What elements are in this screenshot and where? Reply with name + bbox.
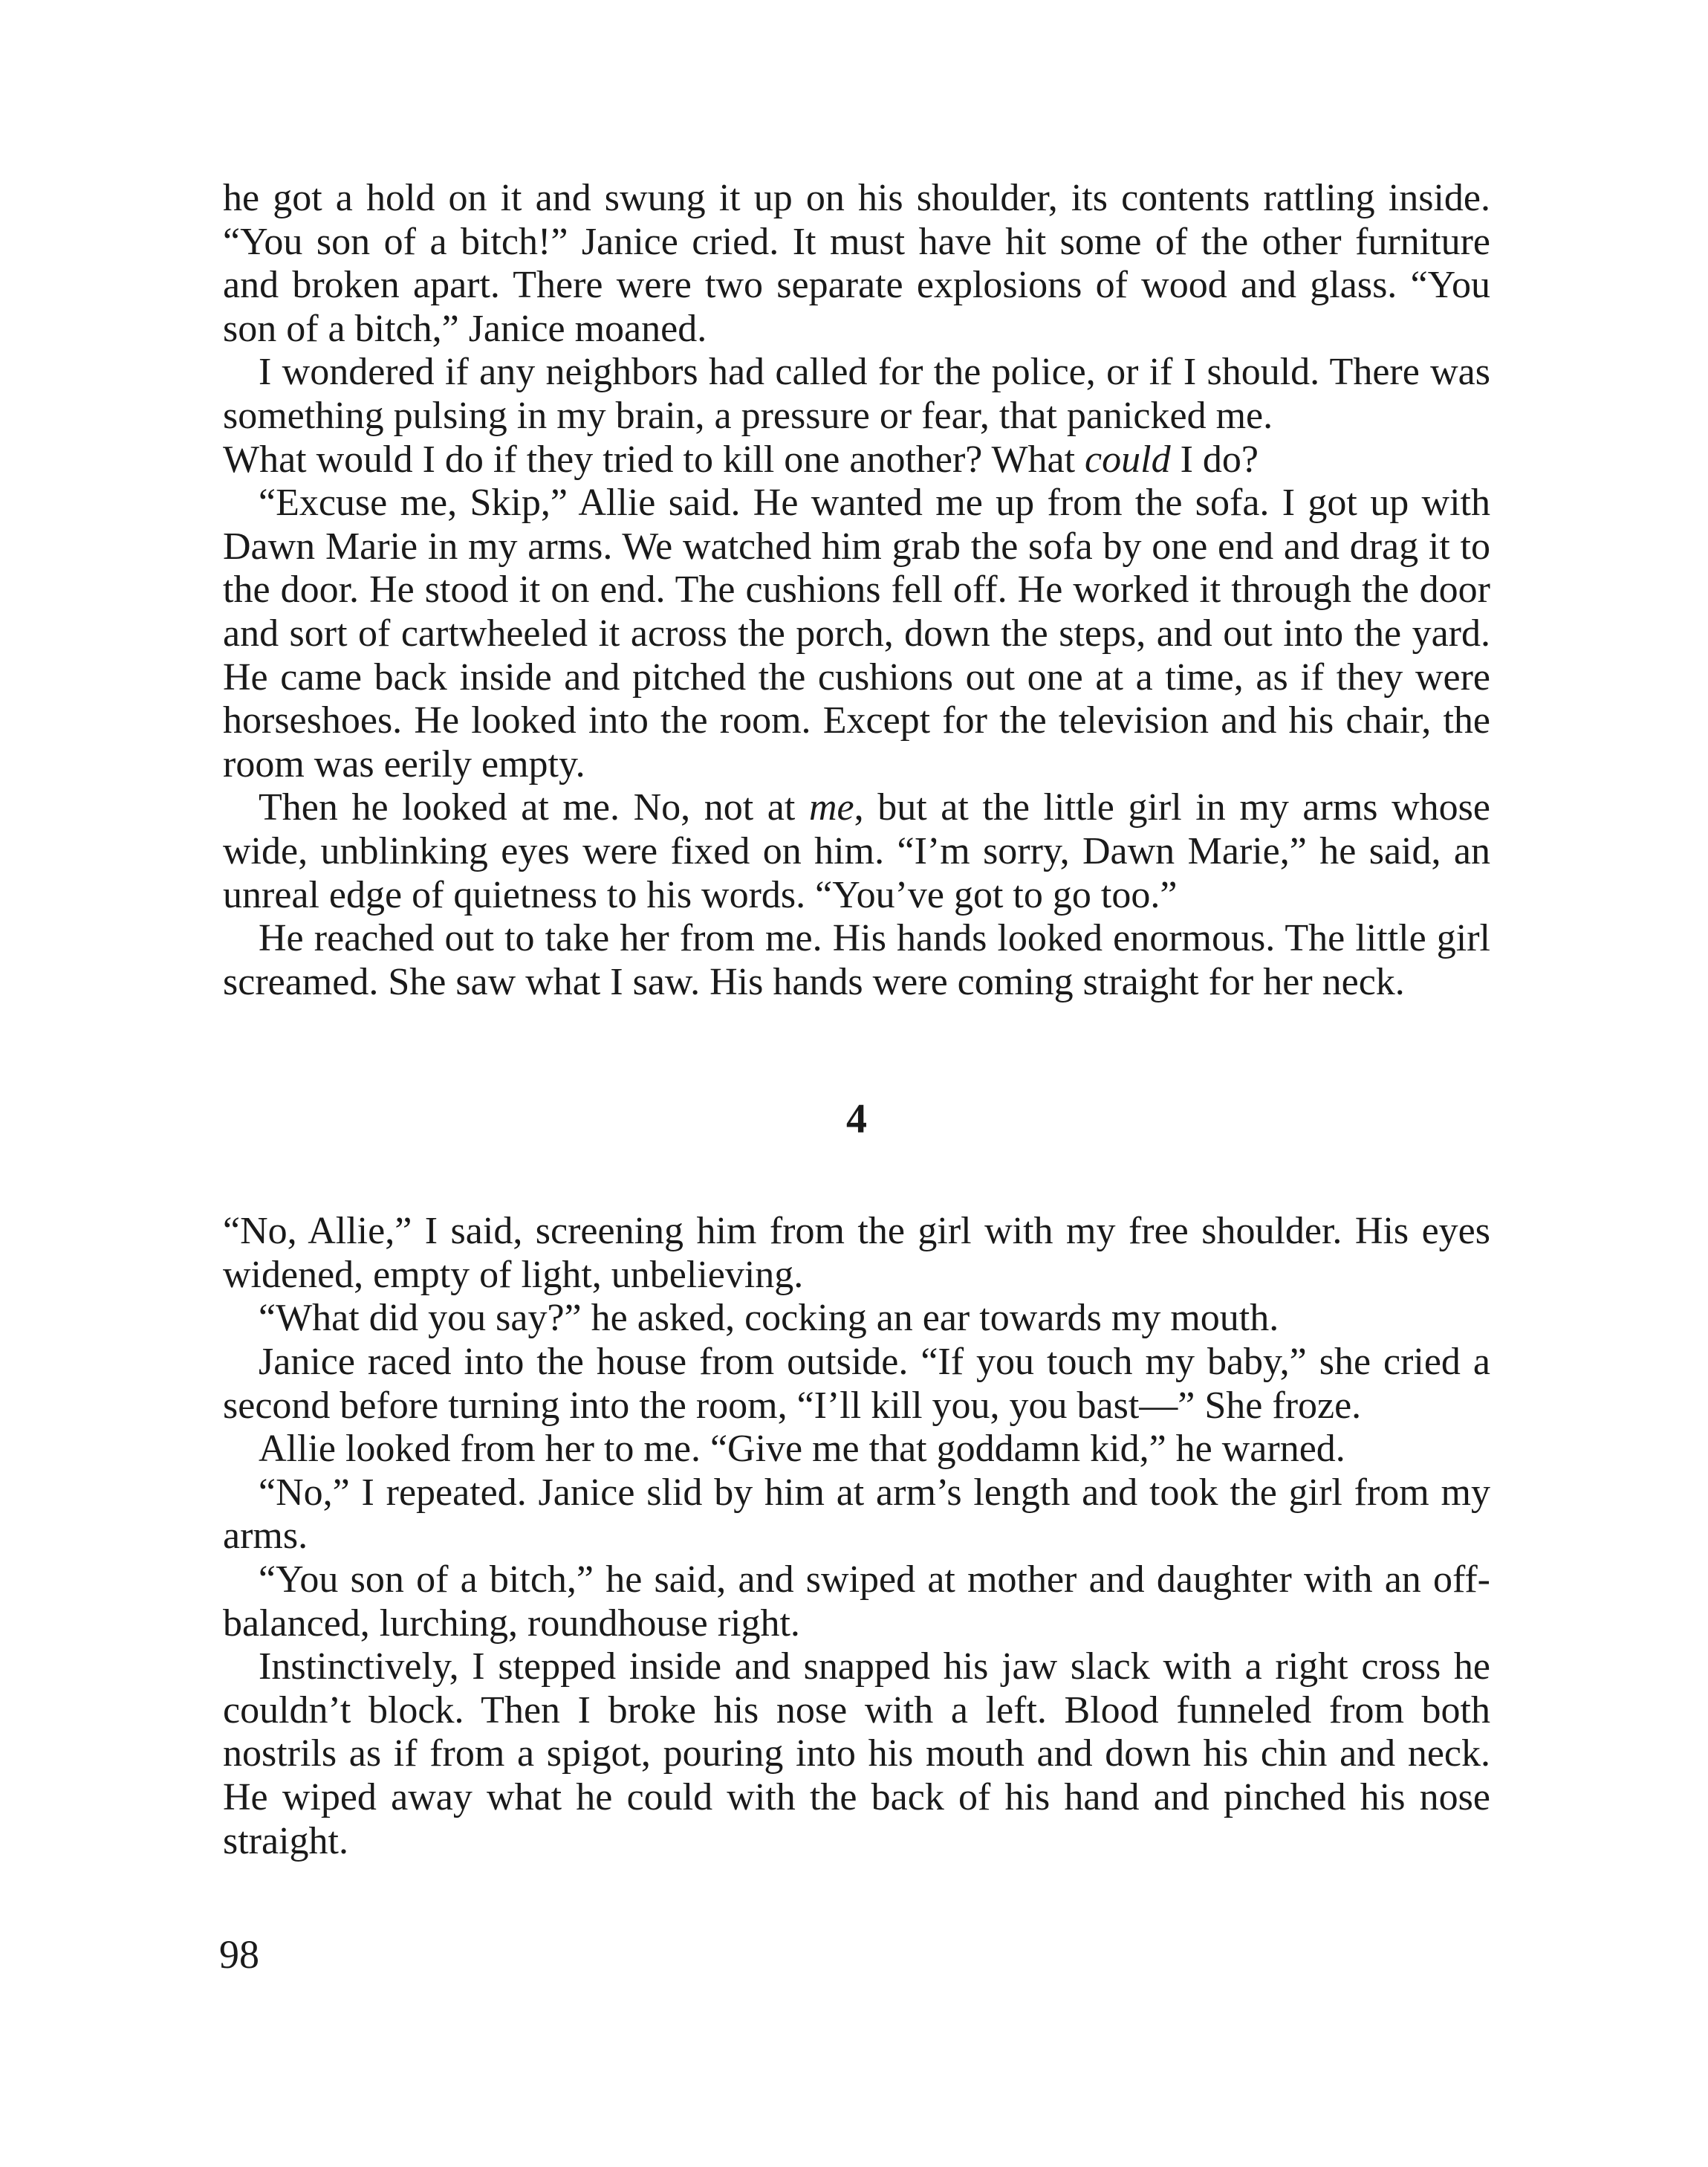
paragraph: Janice raced into the house from outside. “If you touch my baby,” she cried a second before turning into the room, “I’ll kill you, you bast—” She froze. [223,1341,1490,1427]
paragraph: Instinctively, I stepped inside and snapped his jaw slack with a right cross he couldn’t block. Then I broke his nose with a left. Blood funneled from both nostrils as if from a spigot, pouring into his mouth and down his chin and neck. He wiped away what he could with the back of his hand and pinched his nose straight. [223,1645,1490,1862]
text-section-after-chapter [223,1210,1490,1863]
page-body [223,177,1490,1863]
chapter-number: 4 [846,1096,867,1143]
paragraph: Allie looked from her to me. “Give me that goddamn kid,” he warned. [259,1428,1345,1471]
paragraph: “Excuse me, Skip,” Allie said. He wanted me up from the sofa. I got up with Dawn Marie in my arms. We watched him grab the sofa by one end and drag it to the door. He stood it on end. The cushions fell off. He worked it through the door and sort of cartwheeled it across the porch, down the steps, and out into the yard. He came back inside and pitched the cushions out one at a time, as if they were horseshoes. He looked into the room. Except for the television and his chair, the room was eerily empty. [223,482,1490,786]
paragraph-text: I do? [1170,438,1259,481]
paragraph-continued [223,438,1490,482]
page-number: 98 [219,1932,259,1977]
paragraph: he got a hold on it and swung it up on his shoulder, its contents rattling inside. “You son of a bitch!” Janice cried. It must have hit some of the other furniture and broken apart. There were two separate explosions of wood and glass. “You son of a bitch,” Janice moaned. [223,177,1490,350]
paragraph: He reached out to take her from me. His hands looked enormous. The little girl screamed. She saw what I saw. His hands were coming straight for her neck. [223,917,1490,1003]
paragraph-text: , but at the little girl in my arms whose wide, unblinking eyes were fixed on him. “I’m sorry, Dawn Marie,” he said, an unreal edge of quietness to his words. “You’ve got to go too.” [223,786,1490,916]
italic-word: could [1085,438,1171,481]
paragraph: “What did you say?” he asked, cocking an ear towards my mouth. [259,1297,1279,1340]
chapter-heading-block [223,1004,1490,1210]
paragraph: “No, Allie,” I said, screening him from the girl with my free shoulder. His eyes widened, empty of light, unbelieving. [223,1210,1490,1296]
text-section-before-chapter [223,177,1490,1004]
paragraph: “No,” I repeated. Janice slid by him at arm’s length and took the girl from my arms. [223,1471,1490,1558]
paragraph: “You son of a bitch,” he said, and swiped at mother and daughter with an off-balanced, lurching, roundhouse right. [223,1558,1490,1645]
paragraph-text: What would I do if they tried to kill one another? What [223,438,1085,481]
paragraph [223,786,1490,917]
paragraph: I wondered if any neighbors had called for the police, or if I should. There was something pulsing in my brain, a pressure or fear, that panicked me. [223,351,1490,437]
paragraph-text: Then he looked at me. No, not at [259,786,809,829]
italic-word: me [808,786,854,829]
